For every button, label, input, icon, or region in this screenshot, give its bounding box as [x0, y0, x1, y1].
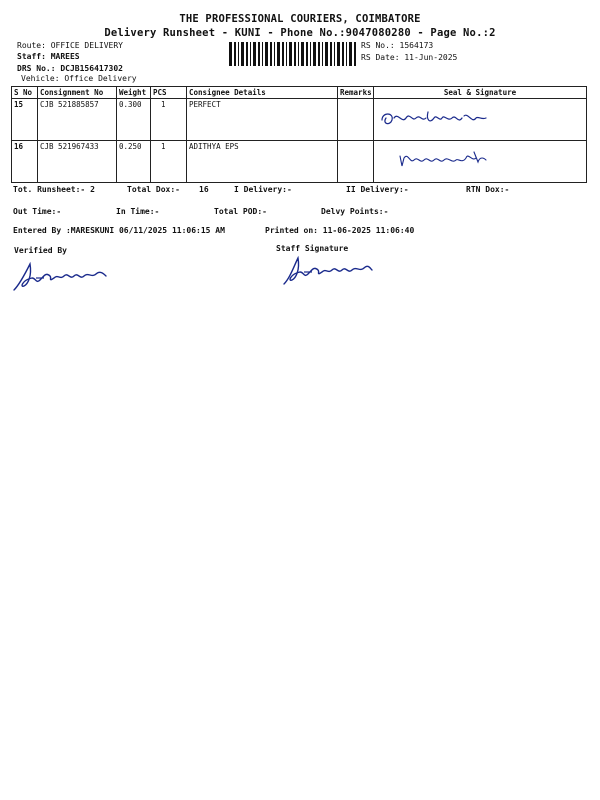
- total-pod: Total POD:-: [214, 207, 267, 216]
- table-header-row: [12, 87, 587, 99]
- i-delivery: I Delivery:-: [234, 185, 292, 194]
- company-title: THE PROFESSIONAL COURIERS, COIMBATORE: [179, 13, 421, 25]
- staff-signature-label: Staff Signature: [276, 244, 349, 253]
- rs-date: RS Date: 11-Jun-2025: [361, 53, 458, 62]
- col-pcs: PCS: [151, 87, 187, 99]
- row-remarks: [338, 141, 374, 183]
- col-consignee: Consignee Details: [187, 87, 338, 99]
- table-row: [12, 99, 587, 141]
- verified-by-label: Verified By: [14, 246, 67, 255]
- row-consignee: PERFECT: [187, 99, 338, 141]
- entered-by: Entered By :MARESKUNI 06/11/2025 11:06:15 AM: [13, 226, 225, 235]
- in-time: In Time:-: [116, 207, 160, 216]
- rtn-dox: RTN Dox:-: [466, 185, 510, 194]
- receiver-signature-icon: [378, 106, 496, 130]
- row-consignment: CJB 521885857: [38, 99, 117, 141]
- receiver-signature-icon: [396, 148, 488, 170]
- row-remarks: [338, 99, 374, 141]
- route-label: Route: OFFICE DELIVERY: [17, 41, 123, 50]
- col-consignment: Consignment No: [38, 87, 117, 99]
- row-weight: 0.250: [117, 141, 151, 183]
- ii-delivery: II Delivery:-: [346, 185, 409, 194]
- col-seal-signature: Seal & Signature: [374, 87, 587, 99]
- drs-number: DRS No.: DCJB156417302: [17, 64, 123, 73]
- tot-runsheet: Tot. Runsheet:- 2: [13, 185, 95, 194]
- total-dox-value: 16: [199, 185, 209, 194]
- row-consignment: CJB 521967433: [38, 141, 117, 183]
- staff-signature-icon: [280, 254, 374, 288]
- rs-number: RS No.: 1564173: [361, 41, 434, 50]
- row-consignee: ADITHYA EPS: [187, 141, 338, 183]
- row-sno: 16: [12, 141, 38, 183]
- runsheet-subtitle: Delivery Runsheet - KUNI - Phone No.:9047080280 - Page No.:2: [104, 27, 496, 39]
- row-weight: 0.300: [117, 99, 151, 141]
- total-dox-label: Total Dox:-: [127, 185, 180, 194]
- col-weight: Weight: [117, 87, 151, 99]
- barcode-icon: [229, 42, 357, 66]
- delivery-table: [11, 86, 587, 183]
- delvy-points: Delvy Points:-: [321, 207, 389, 216]
- row-sno: 15: [12, 99, 38, 141]
- printed-on: Printed on: 11-06-2025 11:06:40: [265, 226, 415, 235]
- vehicle-label: Vehicle: Office Delivery: [21, 74, 137, 83]
- row-pcs: 1: [151, 99, 187, 141]
- out-time: Out Time:-: [13, 207, 62, 216]
- table-row: [12, 141, 587, 183]
- verifier-signature-icon: [10, 258, 110, 294]
- staff-label: Staff: MAREES: [17, 52, 80, 61]
- col-remarks: Remarks: [338, 87, 374, 99]
- col-sno: S No: [12, 87, 38, 99]
- row-pcs: 1: [151, 141, 187, 183]
